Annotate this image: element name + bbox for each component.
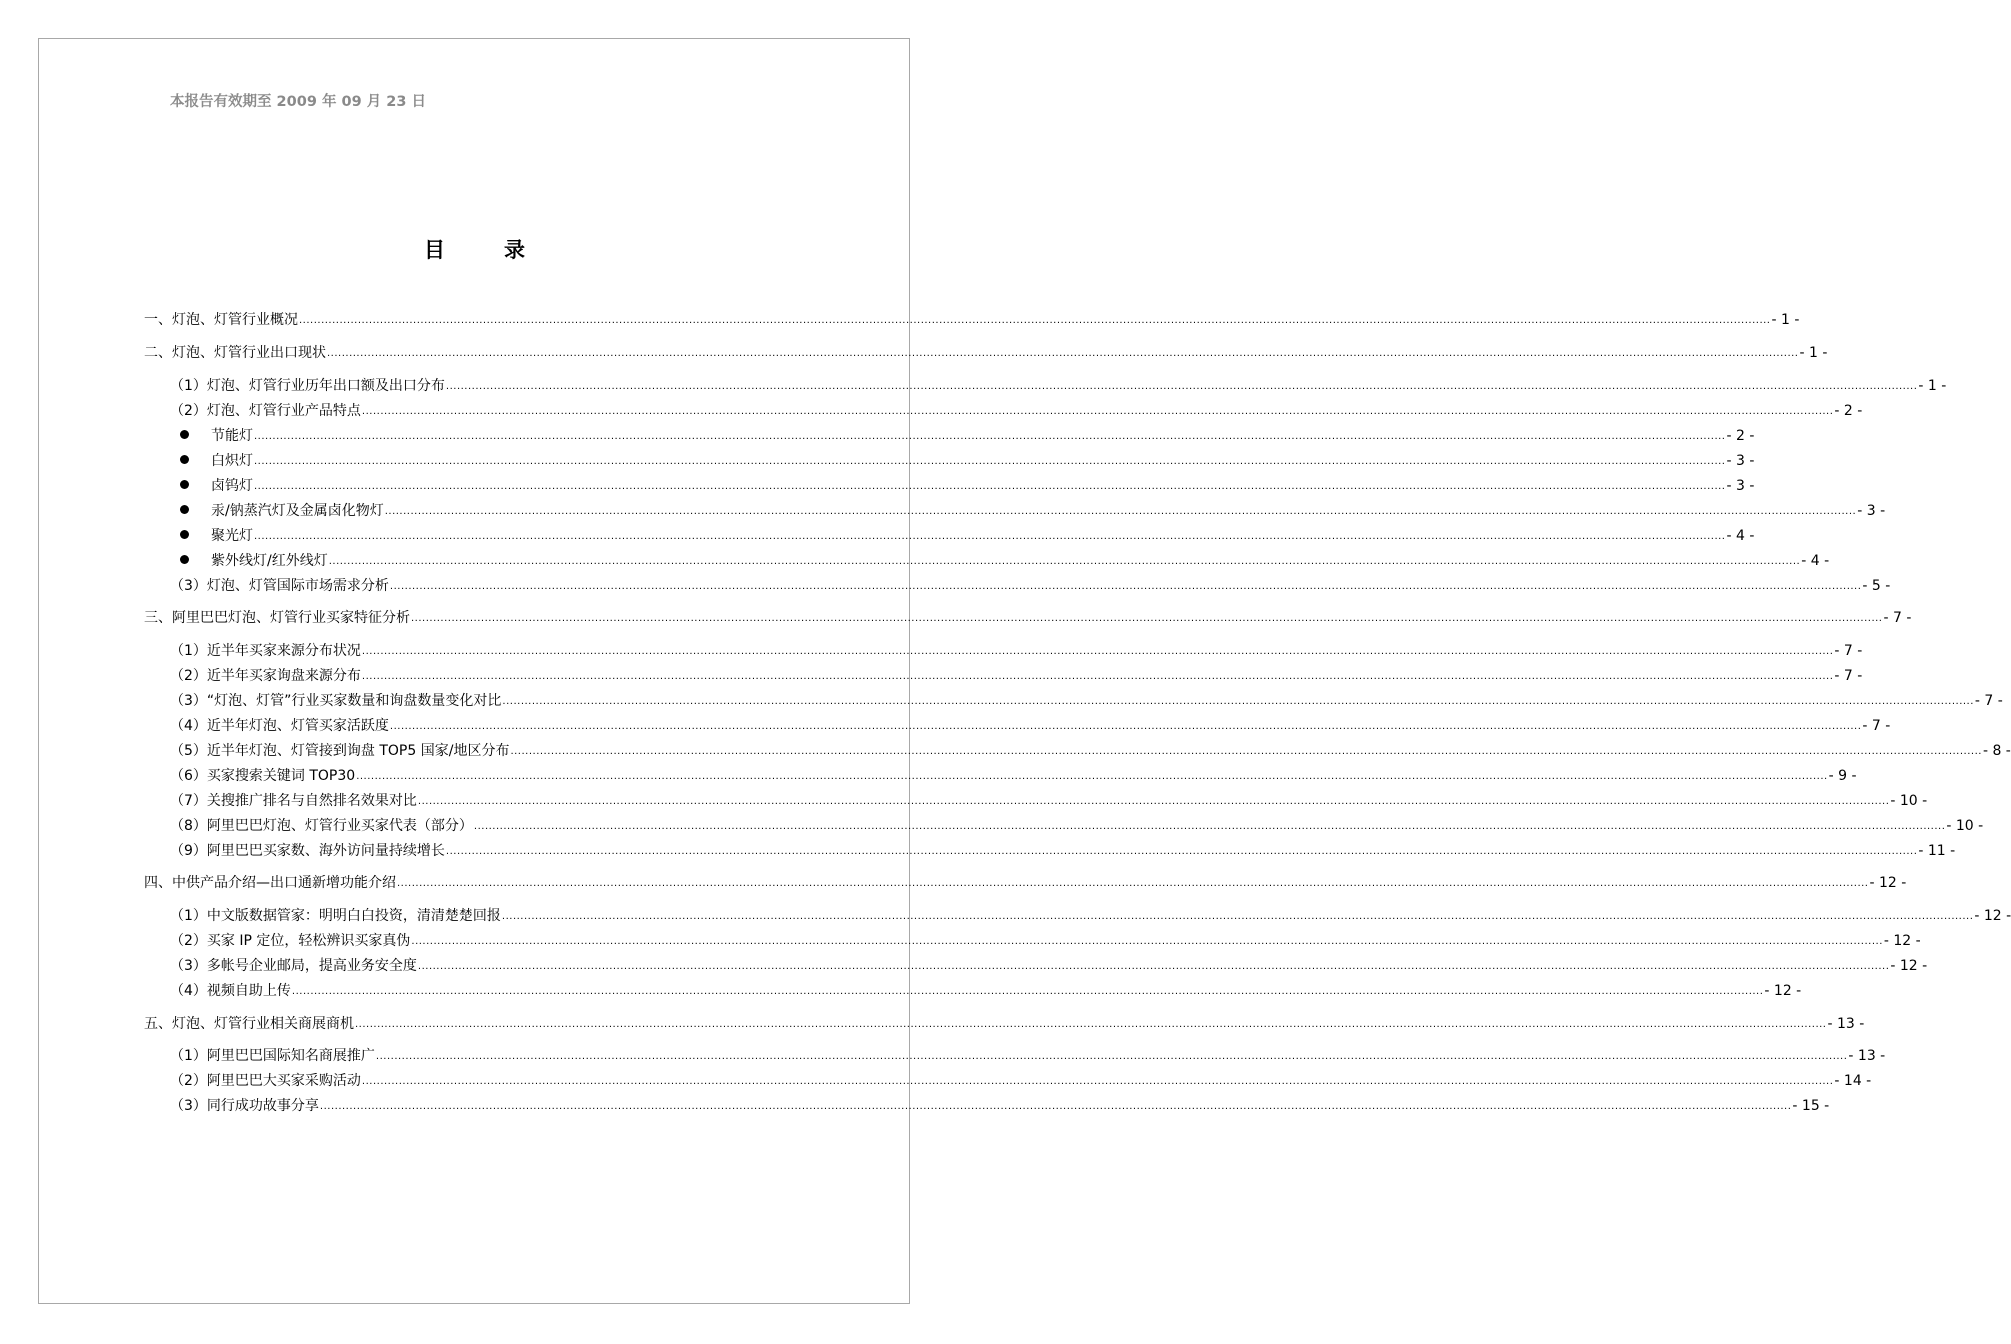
toc-title-char-1: 目 xyxy=(424,238,446,262)
toc-entry[interactable] xyxy=(170,957,1928,977)
toc-entry[interactable] xyxy=(180,502,1886,522)
toc-entry[interactable] xyxy=(144,311,1800,331)
toc-entry-page: - 2 - xyxy=(1834,403,1863,419)
toc-entry[interactable] xyxy=(170,767,1857,787)
toc-entry-title: （1）中文版数据管家：明明白白投资，清清楚楚回报 xyxy=(170,908,501,924)
toc-dot-leader: ................................................................................................................................................................................................................................................................................................................................................................................................................ xyxy=(361,671,1834,682)
toc-dot-leader: ................................................................................................................................................................................................................................................................................................................................................................................................................ xyxy=(361,406,1834,417)
toc-entry[interactable] xyxy=(170,742,2011,762)
toc-entry[interactable] xyxy=(170,377,1947,397)
toc-entry-page: - 13 - xyxy=(1848,1048,1886,1064)
toc-entry-title: （4）近半年灯泡、灯管买家活跃度 xyxy=(170,718,389,734)
toc-entry-page: - 12 - xyxy=(1974,908,2011,924)
toc-dot-leader: ................................................................................................................................................................................................................................................................................................................................................................................................................ xyxy=(319,1101,1792,1112)
toc-entry-title: （2）买家 IP 定位，轻松辨识买家真伪 xyxy=(170,933,411,949)
toc-dot-leader: ................................................................................................................................................................................................................................................................................................................................................................................................................ xyxy=(361,1076,1834,1087)
toc-entry[interactable] xyxy=(180,552,1830,572)
toc-entry-title: （9）阿里巴巴买家数、海外访问量持续增长 xyxy=(170,843,445,859)
toc-dot-leader: ................................................................................................................................................................................................................................................................................................................................................................................................................ xyxy=(328,556,1801,567)
toc-entry[interactable] xyxy=(170,667,1863,687)
toc-entry[interactable] xyxy=(180,477,1755,497)
bullet-icon xyxy=(180,505,189,514)
toc-dot-leader: ................................................................................................................................................................................................................................................................................................................................................................................................................ xyxy=(411,936,1883,947)
toc-dot-leader: ................................................................................................................................................................................................................................................................................................................................................................................................................ xyxy=(254,481,1726,492)
toc-title-char-2: 录 xyxy=(504,238,526,262)
toc-entry-title: 汞/钠蒸汽灯及金属卤化物灯 xyxy=(211,503,384,519)
toc-entry[interactable] xyxy=(144,344,1828,364)
toc-entry[interactable] xyxy=(170,1097,1830,1117)
toc-entry-title: （3）“灯泡、灯管”行业买家数量和询盘数量变化对比 xyxy=(170,693,502,709)
bullet-icon xyxy=(180,555,189,564)
toc-dot-leader: ................................................................................................................................................................................................................................................................................................................................................................................................................ xyxy=(291,986,1764,997)
toc-entry-page: - 12 - xyxy=(1869,875,1907,891)
toc-dot-leader: ................................................................................................................................................................................................................................................................................................................................................................................................................ xyxy=(445,846,1918,857)
toc-entry-page: - 7 - xyxy=(1834,668,1863,684)
toc-entry[interactable] xyxy=(170,792,1928,812)
toc-entry-page: - 7 - xyxy=(1834,643,1863,659)
toc-entry-page: - 3 - xyxy=(1857,503,1886,519)
toc-entry-title: 一、灯泡、灯管行业概况 xyxy=(144,312,298,328)
toc-entry[interactable] xyxy=(170,932,1921,952)
toc-entry[interactable] xyxy=(170,842,1956,862)
toc-dot-leader: ................................................................................................................................................................................................................................................................................................................................................................................................................ xyxy=(445,381,1918,392)
toc-entry-page: - 4 - xyxy=(1726,528,1755,544)
toc-entry-page: - 4 - xyxy=(1801,553,1830,569)
toc-entry-title: （2）灯泡、灯管行业产品特点 xyxy=(170,403,361,419)
toc-entry[interactable] xyxy=(170,402,1863,422)
bullet-icon xyxy=(180,455,189,464)
toc-dot-leader: ................................................................................................................................................................................................................................................................................................................................................................................................................ xyxy=(254,456,1726,467)
toc-entry-page: - 5 - xyxy=(1862,578,1891,594)
toc-entry-title: （3）多帐号企业邮局，提高业务安全度 xyxy=(170,958,417,974)
toc-entry-title: 聚光灯 xyxy=(211,528,253,544)
toc-title xyxy=(0,234,950,264)
toc-entry[interactable] xyxy=(170,577,1891,597)
toc-entry-title: 紫外线灯/红外线灯 xyxy=(211,553,328,569)
toc-entry-page: - 9 - xyxy=(1828,768,1857,784)
toc-dot-leader: ................................................................................................................................................................................................................................................................................................................................................................................................................ xyxy=(417,961,1890,972)
toc-entry-title: （1）灯泡、灯管行业历年出口额及出口分布 xyxy=(170,378,445,394)
toc-dot-leader: ................................................................................................................................................................................................................................................................................................................................................................................................................ xyxy=(254,431,1726,442)
toc-dot-leader: ................................................................................................................................................................................................................................................................................................................................................................................................................ xyxy=(417,796,1890,807)
toc-entry-title: （5）近半年灯泡、灯管接到询盘 TOP5 国家/地区分布 xyxy=(170,743,510,759)
report-validity-note: 本报告有效期至 2009 年 09 月 23 日 xyxy=(170,94,427,110)
toc-dot-leader: ................................................................................................................................................................................................................................................................................................................................................................................................................ xyxy=(389,581,1862,592)
toc-entry-title: （6）买家搜索关键词 TOP30 xyxy=(170,768,356,784)
toc-entry-page: - 12 - xyxy=(1883,933,1921,949)
toc-entry-page: - 11 - xyxy=(1918,843,1956,859)
toc-entry[interactable] xyxy=(170,1072,1872,1092)
toc-entry-page: - 15 - xyxy=(1792,1098,1830,1114)
toc-entry[interactable] xyxy=(180,452,1755,472)
toc-dot-leader: ................................................................................................................................................................................................................................................................................................................................................................................................................ xyxy=(355,1019,1827,1030)
toc-entry-page: - 14 - xyxy=(1834,1073,1872,1089)
toc-entry-page: - 2 - xyxy=(1726,428,1755,444)
toc-entry-title: （3）同行成功故事分享 xyxy=(170,1098,319,1114)
toc-dot-leader: ................................................................................................................................................................................................................................................................................................................................................................................................................ xyxy=(502,696,1974,707)
toc-dot-leader: ................................................................................................................................................................................................................................................................................................................................................................................................................ xyxy=(384,506,1857,517)
toc-entry[interactable] xyxy=(180,427,1755,447)
toc-entry[interactable] xyxy=(170,817,1984,837)
bullet-icon xyxy=(180,530,189,539)
toc-entry-title: （1）阿里巴巴国际知名商展推广 xyxy=(170,1048,375,1064)
toc-entry-title: （2）近半年买家询盘来源分布 xyxy=(170,668,361,684)
toc-entry-title: 白炽灯 xyxy=(211,453,253,469)
toc-dot-leader: ................................................................................................................................................................................................................................................................................................................................................................................................................ xyxy=(327,348,1799,359)
toc-entry-page: - 1 - xyxy=(1771,312,1800,328)
toc-entry-title: （8）阿里巴巴灯泡、灯管行业买家代表（部分） xyxy=(170,818,473,834)
toc-entry[interactable] xyxy=(170,692,2003,712)
toc-entry-title: 三、阿里巴巴灯泡、灯管行业买家特征分析 xyxy=(144,610,410,626)
toc-dot-leader: ................................................................................................................................................................................................................................................................................................................................................................................................................ xyxy=(299,315,1771,326)
toc-dot-leader: ................................................................................................................................................................................................................................................................................................................................................................................................................ xyxy=(254,531,1726,542)
toc-entry-page: - 7 - xyxy=(1883,610,1912,626)
toc-entry-title: （2）阿里巴巴大买家采购活动 xyxy=(170,1073,361,1089)
toc-entry-page: - 1 - xyxy=(1799,345,1828,361)
toc-entry-page: - 7 - xyxy=(1974,693,2003,709)
toc-dot-leader: ................................................................................................................................................................................................................................................................................................................................................................................................................ xyxy=(473,821,1946,832)
toc-entry[interactable] xyxy=(144,874,1907,894)
toc-dot-leader: ................................................................................................................................................................................................................................................................................................................................................................................................................ xyxy=(501,911,1974,922)
toc-entry-page: - 10 - xyxy=(1946,818,1984,834)
toc-entry-page: - 7 - xyxy=(1862,718,1891,734)
bullet-icon xyxy=(180,480,189,489)
toc-entry-page: - 3 - xyxy=(1726,478,1755,494)
toc-entry[interactable] xyxy=(180,527,1755,547)
toc-dot-leader: ................................................................................................................................................................................................................................................................................................................................................................................................................ xyxy=(510,746,1982,757)
toc-entry-page: - 1 - xyxy=(1918,378,1947,394)
toc-entry-page: - 12 - xyxy=(1764,983,1802,999)
toc-entry[interactable] xyxy=(144,1015,1865,1035)
toc-entry[interactable] xyxy=(170,642,1863,662)
toc-entry-page: - 10 - xyxy=(1890,793,1928,809)
toc-entry[interactable] xyxy=(144,609,1912,629)
toc-entry[interactable] xyxy=(170,907,2011,927)
toc-dot-leader: ................................................................................................................................................................................................................................................................................................................................................................................................................ xyxy=(397,878,1869,889)
toc-entry-title: 卤钨灯 xyxy=(211,478,253,494)
toc-dot-leader: ................................................................................................................................................................................................................................................................................................................................................................................................................ xyxy=(361,646,1834,657)
toc-entry-title: 节能灯 xyxy=(211,428,253,444)
toc-dot-leader: ................................................................................................................................................................................................................................................................................................................................................................................................................ xyxy=(375,1051,1848,1062)
toc-entry-title: （1）近半年买家来源分布状况 xyxy=(170,643,361,659)
toc-entry-page: - 3 - xyxy=(1726,453,1755,469)
toc-entry-title: （4）视频自助上传 xyxy=(170,983,291,999)
toc-entry-title: 四、中供产品介绍—出口通新增功能介绍 xyxy=(144,875,396,891)
toc-entry-page: - 8 - xyxy=(1982,743,2011,759)
toc-entry[interactable] xyxy=(170,982,1802,1002)
toc-dot-leader: ................................................................................................................................................................................................................................................................................................................................................................................................................ xyxy=(356,771,1828,782)
toc-entry-title: （3）灯泡、灯管国际市场需求分析 xyxy=(170,578,389,594)
toc-entry-title: 二、灯泡、灯管行业出口现状 xyxy=(144,345,326,361)
toc-dot-leader: ................................................................................................................................................................................................................................................................................................................................................................................................................ xyxy=(411,613,1883,624)
toc-entry-page: - 12 - xyxy=(1890,958,1928,974)
toc-entry-title: （7）关搜推广排名与自然排名效果对比 xyxy=(170,793,417,809)
toc-entry-title: 五、灯泡、灯管行业相关商展商机 xyxy=(144,1016,354,1032)
toc-entry-page: - 13 - xyxy=(1827,1016,1865,1032)
bullet-icon xyxy=(180,430,189,439)
toc-dot-leader: ................................................................................................................................................................................................................................................................................................................................................................................................................ xyxy=(389,721,1862,732)
toc-entry[interactable] xyxy=(170,717,1891,737)
toc-entry[interactable] xyxy=(170,1047,1886,1067)
